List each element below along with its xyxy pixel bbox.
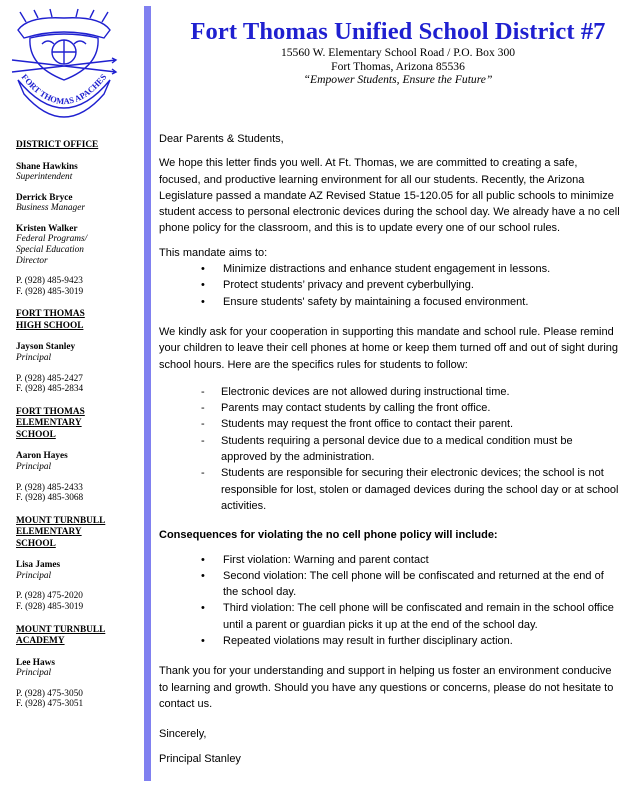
section-heading — [16, 309, 138, 332]
staff-name: Jayson Stanley — [16, 342, 76, 353]
staff-entry — [16, 342, 138, 363]
signoff: Sincerely, — [159, 728, 207, 741]
section-heading-line: MOUNT TURNBULL — [16, 515, 106, 526]
phone-block — [16, 276, 138, 297]
rules-list — [159, 384, 621, 514]
list-item: • Protect students’ privacy and prevent cyberbullying. — [159, 277, 621, 293]
apache-shield-logo-icon — [8, 8, 120, 126]
staff-entry — [16, 162, 138, 183]
directory-section — [16, 516, 138, 613]
staff-title: Federal Programs/ — [16, 234, 88, 245]
closing-paragraph: Thank you for your understanding and support in helping us foster an environment conducive to learning and growth. Should you have any questions or concerns, please do not hesitate to contact us. — [159, 665, 614, 710]
letterhead — [168, 18, 628, 87]
vertical-divider-bar — [144, 6, 151, 781]
staff-name: Kristen Walker — [16, 223, 78, 234]
list-item: - Students are responsible for securing their electronic devices; the school is not responsible for lost, stolen or damaged devices during the school day or at school activities. — [159, 465, 621, 514]
staff-title: Superintendent — [16, 172, 73, 183]
letter-body — [159, 131, 621, 775]
section-heading — [16, 140, 138, 152]
list-item: • Repeated violations may result in further disciplinary action. — [159, 633, 621, 649]
staff-title: Director — [16, 255, 48, 266]
aims-list — [159, 261, 621, 310]
staff-name: Lisa James — [16, 560, 61, 571]
district-title: Fort Thomas Unified School District #7 — [190, 18, 606, 45]
aims-intro: This mandate aims to: — [159, 246, 268, 259]
phone-number: P. (928) 485-9423 — [16, 276, 83, 287]
staff-name: Lee Haws — [16, 657, 55, 668]
list-item: - Electronic devices are not allowed during instructional time. — [159, 384, 621, 400]
phone-number: P. (928) 485-2433 — [16, 482, 83, 493]
staff-title: Principal — [16, 461, 52, 472]
section-heading-line: DISTRICT OFFICE — [16, 140, 99, 150]
phone-block — [16, 689, 138, 710]
section-heading — [16, 516, 138, 551]
staff-title: Principal — [16, 570, 52, 581]
directory-section — [16, 140, 138, 297]
phone-block — [16, 591, 138, 612]
consequences-list — [159, 552, 621, 650]
address-line-2: Fort Thomas, Arizona 85536 — [331, 59, 465, 73]
consequences-heading: Consequences for violating the no cell phone policy will include: — [159, 529, 498, 542]
section-heading-line: ELEMENTARY — [16, 418, 82, 429]
staff-name: Aaron Hayes — [16, 451, 68, 462]
section-heading-line: SCHOOL — [16, 429, 56, 440]
section-heading-line: FORT THOMAS — [16, 309, 85, 320]
staff-entry — [16, 658, 138, 679]
section-heading — [16, 407, 138, 442]
list-item: • Ensure students' safety by maintaining a focused environment. — [159, 294, 621, 310]
list-item: • First violation: Warning and parent contact — [159, 552, 621, 568]
phone-number: P. (928) 485-2427 — [16, 373, 83, 384]
address-line-1: 15560 W. Elementary School Road / P.O. Box 300 — [280, 46, 516, 59]
section-heading-line: ELEMENTARY — [16, 527, 82, 538]
list-item: - Students may request the front office to contact their parent. — [159, 416, 621, 432]
staff-name: Derrick Bryce — [16, 192, 73, 203]
staff-title: Business Manager — [16, 203, 85, 214]
phone-number: F. (928) 475-3051 — [16, 699, 84, 710]
list-item: • Second violation: The cell phone will be confiscated and returned at the end of the school day. — [159, 568, 621, 601]
directory-section — [16, 625, 138, 710]
section-heading-line: SCHOOL — [16, 538, 56, 549]
section-heading-line: HIGH SCHOOL — [16, 320, 84, 331]
staff-entry — [16, 224, 138, 266]
directory-section — [16, 309, 138, 394]
phone-number: F. (928) 485-3019 — [16, 601, 84, 612]
list-item: - Parents may contact students by calling the front office. — [159, 400, 621, 416]
phone-block — [16, 374, 138, 395]
section-heading-line: FORT THOMAS — [16, 406, 85, 417]
staff-name: Shane Hawkins — [16, 161, 78, 172]
phone-number: F. (928) 485-3068 — [16, 493, 84, 504]
list-item: • Third violation: The cell phone will be confiscated and remain in the school office until a parent or guardian picks it up at the end of the school day. — [159, 600, 621, 633]
section-heading-line: ACADEMY — [16, 636, 65, 647]
phone-block — [16, 483, 138, 504]
svg-text:FORT THOMAS APACHES — [20, 72, 109, 107]
staff-title: Special Education — [16, 245, 84, 256]
signature: Principal Stanley — [159, 752, 241, 765]
district-motto: “Empower Students, Ensure the Future” — [303, 73, 493, 87]
phone-number: F. (928) 485-3019 — [16, 286, 84, 297]
staff-entry — [16, 560, 138, 581]
list-item: - Students requiring a personal device due to a medical condition must be approved by the administration. — [159, 433, 621, 466]
section-heading — [16, 625, 138, 648]
intro-paragraph: We hope this letter finds you well. At Ft. Thomas, we are committed to creating a safe, focused, and productive learning environment for all our students. Recently, the Arizona Legislature passed a mandate AZ Revised Statue 15-120.05 for all public schools to minimize student access to personal electronic devices during the school day. We already have a no cell phone policy for the classroom, and this is to update every one of our school rules. — [159, 157, 620, 235]
phone-number: F. (928) 485-2834 — [16, 384, 84, 395]
greeting: Dear Parents & Students, — [159, 133, 284, 145]
list-item: • Minimize distractions and enhance student engagement in lessons. — [159, 261, 621, 277]
staff-title: Principal — [16, 668, 52, 679]
staff-directory-sidebar — [16, 140, 138, 722]
phone-number: P. (928) 475-2020 — [16, 591, 83, 602]
directory-section — [16, 407, 138, 504]
district-logo — [8, 8, 120, 126]
staff-entry — [16, 451, 138, 472]
request-paragraph: We kindly ask for your cooperation in supporting this mandate and school rule. Please remind your children to leave their cell phones at home or keep them turned off and out of sight during school hours. Here are the specifics rules for students to follow: — [159, 325, 619, 371]
logo-banner-text: FORT THOMAS APACHES — [19, 71, 109, 107]
section-heading-line: MOUNT TURNBULL — [16, 624, 106, 635]
staff-entry — [16, 193, 138, 214]
phone-number: P. (928) 475-3050 — [16, 688, 83, 699]
staff-title: Principal — [16, 353, 52, 364]
